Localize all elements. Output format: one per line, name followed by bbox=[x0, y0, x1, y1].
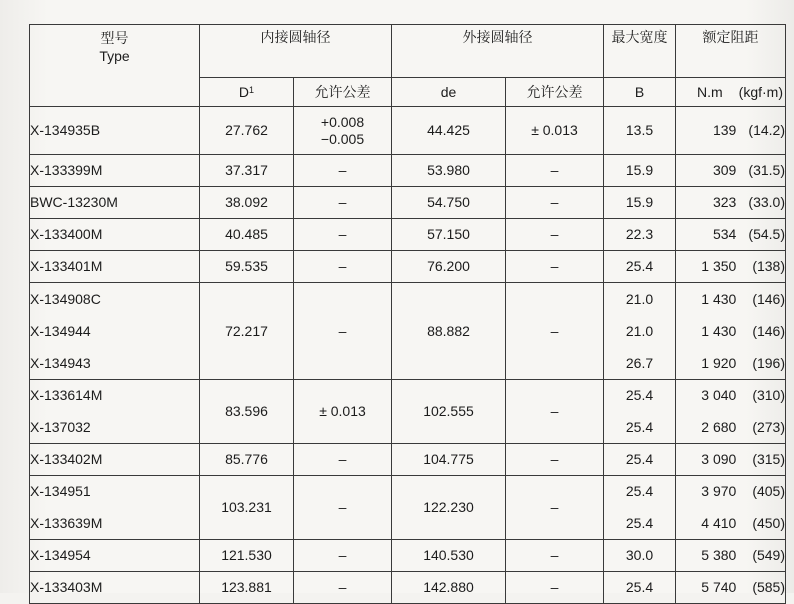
type-code-cell bbox=[30, 187, 200, 219]
width-b-value: 21.0 bbox=[625, 290, 654, 307]
type-code: X-133614M bbox=[30, 387, 103, 404]
type-code: X-133399M bbox=[30, 162, 103, 179]
type-header-cn: 型号 bbox=[100, 30, 129, 46]
table-body bbox=[30, 107, 786, 604]
type-code: X-134943 bbox=[30, 354, 91, 371]
torque-line bbox=[676, 540, 785, 571]
table-row bbox=[30, 187, 786, 219]
d1-value: 85.776 bbox=[200, 444, 294, 476]
table-row bbox=[30, 251, 786, 283]
width-b-value: 25.4 bbox=[625, 387, 654, 404]
rated-torque-cell bbox=[676, 283, 786, 380]
width-b-value: 21.0 bbox=[625, 322, 654, 339]
table-row bbox=[30, 476, 786, 540]
tolerance2-value: – bbox=[506, 572, 604, 604]
rated-torque-cell bbox=[676, 572, 786, 604]
torque-kgfm: (14.2) bbox=[748, 122, 785, 139]
width-b-value: 13.5 bbox=[625, 122, 654, 139]
type-code: X-133403M bbox=[30, 579, 103, 596]
b-header: B bbox=[604, 78, 676, 107]
tolerance1-header: 允许公差 bbox=[294, 78, 392, 107]
width-b-value: 25.4 bbox=[625, 258, 654, 275]
type-code-cell bbox=[30, 219, 200, 251]
torque-line bbox=[676, 572, 785, 603]
tolerance2-header: 允许公差 bbox=[506, 78, 604, 107]
torque-kgfm: (146) bbox=[752, 322, 785, 339]
width-b-value-cell bbox=[604, 107, 676, 155]
tolerance2-value: – bbox=[506, 251, 604, 283]
nm-unit: N.m bbox=[697, 83, 723, 100]
width-b-value: 26.7 bbox=[625, 354, 654, 371]
header-row-1 bbox=[30, 25, 786, 78]
tolerance1-value: – bbox=[294, 572, 392, 604]
width-b-value: 25.4 bbox=[625, 579, 654, 596]
table-row bbox=[30, 540, 786, 572]
torque-kgfm: (196) bbox=[752, 354, 785, 371]
de-value: 122.230 bbox=[392, 476, 506, 540]
width-b-value: 22.3 bbox=[625, 226, 654, 243]
torque-line bbox=[676, 251, 785, 282]
type-code: X-134908C bbox=[30, 290, 101, 307]
width-b-value-cell bbox=[604, 572, 676, 604]
torque-nm: 4 410 bbox=[701, 514, 737, 531]
torque-line bbox=[676, 219, 785, 250]
d1-value: 40.485 bbox=[200, 219, 294, 251]
torque-line bbox=[676, 283, 785, 315]
d1-sub: 1 bbox=[249, 84, 255, 95]
type-code: X-134951 bbox=[30, 483, 91, 500]
type-header bbox=[30, 25, 200, 107]
torque-nm: 3 970 bbox=[701, 483, 737, 500]
rated-torque-cell bbox=[676, 380, 786, 444]
table-row bbox=[30, 107, 786, 155]
d1-value: 121.530 bbox=[200, 540, 294, 572]
outer-shaft-header: 外接圆轴径 bbox=[392, 25, 604, 78]
rated-torque-cell bbox=[676, 107, 786, 155]
kgfm-unit: (kgf·m) bbox=[738, 83, 783, 100]
tolerance2-value: – bbox=[506, 219, 604, 251]
table-row bbox=[30, 283, 786, 380]
width-b-value: 25.4 bbox=[625, 514, 654, 531]
torque-kgfm: (33.0) bbox=[748, 194, 785, 211]
width-b-value-cell bbox=[604, 540, 676, 572]
type-code-cell bbox=[30, 380, 200, 444]
torque-nm: 1 430 bbox=[701, 322, 737, 339]
width-b-value: 25.4 bbox=[625, 451, 654, 468]
tolerance2-value: – bbox=[506, 283, 604, 380]
torque-nm: 1 350 bbox=[701, 258, 737, 275]
tolerance1-value: – bbox=[294, 444, 392, 476]
spec-table bbox=[29, 24, 786, 604]
tolerance1-value: – bbox=[294, 251, 392, 283]
tolerance1-value: – bbox=[294, 540, 392, 572]
d1-value: 59.535 bbox=[200, 251, 294, 283]
type-header-en: Type bbox=[99, 48, 130, 64]
de-value: 76.200 bbox=[392, 251, 506, 283]
tolerance1-value: – bbox=[294, 155, 392, 187]
width-b-value-cell bbox=[604, 283, 676, 380]
d1-value: 37.317 bbox=[200, 155, 294, 187]
tolerance2-value: – bbox=[506, 444, 604, 476]
torque-line bbox=[676, 412, 785, 444]
tolerance1-value: – bbox=[294, 476, 392, 540]
de-value: 53.980 bbox=[392, 155, 506, 187]
torque-nm: 5 380 bbox=[701, 547, 737, 564]
width-b-value-cell bbox=[604, 251, 676, 283]
torque-nm: 309 bbox=[712, 162, 737, 179]
tolerance2-value: – bbox=[506, 187, 604, 219]
width-b-value-cell bbox=[604, 444, 676, 476]
type-code-cell bbox=[30, 107, 200, 155]
type-code: X-134944 bbox=[30, 322, 91, 339]
torque-kgfm: (585) bbox=[752, 579, 785, 596]
torque-line bbox=[676, 187, 785, 218]
torque-kgfm: (405) bbox=[752, 483, 785, 500]
type-code: X-137032 bbox=[30, 418, 91, 435]
d1-header bbox=[200, 78, 294, 107]
de-header: de bbox=[392, 78, 506, 107]
tolerance2-value: – bbox=[506, 155, 604, 187]
torque-line bbox=[676, 315, 785, 347]
width-b-value-cell bbox=[604, 155, 676, 187]
tolerance1-value: ± 0.013 bbox=[294, 380, 392, 444]
torque-kgfm: (54.5) bbox=[748, 226, 785, 243]
torque-nm: 534 bbox=[712, 226, 737, 243]
width-b-value-cell bbox=[604, 187, 676, 219]
d1-main: D bbox=[238, 83, 250, 100]
rated-torque-cell bbox=[676, 540, 786, 572]
rated-torque-cell bbox=[676, 444, 786, 476]
type-code: X-133402M bbox=[30, 451, 103, 468]
de-value: 54.750 bbox=[392, 187, 506, 219]
torque-line bbox=[676, 476, 785, 508]
type-code-cell bbox=[30, 476, 200, 540]
rated-torque-header: 额定阻距 bbox=[676, 25, 786, 78]
type-code: X-134935B bbox=[30, 122, 101, 139]
torque-kgfm: (310) bbox=[752, 387, 785, 404]
d1-value: 103.231 bbox=[200, 476, 294, 540]
torque-nm: 139 bbox=[712, 122, 737, 139]
table-row bbox=[30, 572, 786, 604]
table-row bbox=[30, 219, 786, 251]
torque-kgfm: (146) bbox=[752, 290, 785, 307]
rated-torque-cell bbox=[676, 476, 786, 540]
type-code-cell bbox=[30, 572, 200, 604]
tolerance1-value: – bbox=[294, 283, 392, 380]
max-width-header: 最大宽度 bbox=[604, 25, 676, 78]
d1-value: 27.762 bbox=[200, 107, 294, 155]
torque-kgfm: (138) bbox=[752, 258, 785, 275]
width-b-value: 25.4 bbox=[625, 483, 654, 500]
torque-nm: 2 680 bbox=[701, 418, 737, 435]
torque-kgfm: (31.5) bbox=[748, 162, 785, 179]
torque-line bbox=[676, 155, 785, 186]
width-b-value: 15.9 bbox=[625, 162, 654, 179]
de-value: 140.530 bbox=[392, 540, 506, 572]
table-row bbox=[30, 444, 786, 476]
torque-line bbox=[676, 107, 785, 154]
d1-value: 123.881 bbox=[200, 572, 294, 604]
de-value: 142.880 bbox=[392, 572, 506, 604]
type-code-cell bbox=[30, 251, 200, 283]
torque-kgfm: (549) bbox=[752, 547, 785, 564]
tolerance1-value: – bbox=[294, 187, 392, 219]
width-b-value: 25.4 bbox=[625, 418, 654, 435]
type-code-cell bbox=[30, 540, 200, 572]
tolerance-lower: −0.005 bbox=[320, 130, 365, 147]
tolerance1-value: – bbox=[294, 219, 392, 251]
tolerance2-value: ± 0.013 bbox=[506, 107, 604, 155]
torque-nm: 5 740 bbox=[701, 579, 737, 596]
torque-line bbox=[676, 380, 785, 412]
torque-nm: 323 bbox=[712, 194, 737, 211]
table-row bbox=[30, 155, 786, 187]
de-value: 104.775 bbox=[392, 444, 506, 476]
torque-line bbox=[676, 444, 785, 475]
torque-nm: 1 430 bbox=[701, 290, 737, 307]
width-b-value: 15.9 bbox=[625, 194, 654, 211]
torque-kgfm: (315) bbox=[752, 451, 785, 468]
type-code: X-133400M bbox=[30, 226, 103, 243]
type-code-cell bbox=[30, 283, 200, 380]
d1-value: 72.217 bbox=[200, 283, 294, 380]
torque-nm: 1 920 bbox=[701, 354, 737, 371]
torque-nm: 3 090 bbox=[701, 451, 737, 468]
d1-value: 83.596 bbox=[200, 380, 294, 444]
type-code-cell bbox=[30, 155, 200, 187]
de-value: 102.555 bbox=[392, 380, 506, 444]
de-value: 88.882 bbox=[392, 283, 506, 380]
tolerance2-value: – bbox=[506, 380, 604, 444]
tolerance2-value: – bbox=[506, 540, 604, 572]
rated-torque-cell bbox=[676, 187, 786, 219]
de-value: 57.150 bbox=[392, 219, 506, 251]
type-code: BWC-13230M bbox=[30, 194, 118, 211]
width-b-value-cell bbox=[604, 219, 676, 251]
torque-line bbox=[676, 508, 785, 540]
torque-kgfm: (450) bbox=[752, 514, 785, 531]
width-b-value: 30.0 bbox=[625, 547, 654, 564]
torque-kgfm: (273) bbox=[752, 418, 785, 435]
tolerance-upper: +0.008 bbox=[320, 113, 365, 130]
type-code: X-133401M bbox=[30, 258, 103, 275]
torque-line bbox=[676, 347, 785, 379]
d1-value: 38.092 bbox=[200, 187, 294, 219]
width-b-value-cell bbox=[604, 380, 676, 444]
type-code: X-133639M bbox=[30, 514, 103, 531]
torque-unit-header bbox=[676, 78, 786, 107]
rated-torque-cell bbox=[676, 251, 786, 283]
table-row bbox=[30, 380, 786, 444]
width-b-value-cell bbox=[604, 476, 676, 540]
rated-torque-cell bbox=[676, 219, 786, 251]
de-value: 44.425 bbox=[392, 107, 506, 155]
tolerance2-value: – bbox=[506, 476, 604, 540]
type-code-cell bbox=[30, 444, 200, 476]
torque-nm: 3 040 bbox=[701, 387, 737, 404]
type-code: X-134954 bbox=[30, 547, 91, 564]
inner-shaft-header: 内接圆轴径 bbox=[200, 25, 392, 78]
rated-torque-cell bbox=[676, 155, 786, 187]
tolerance1-value bbox=[294, 107, 392, 155]
